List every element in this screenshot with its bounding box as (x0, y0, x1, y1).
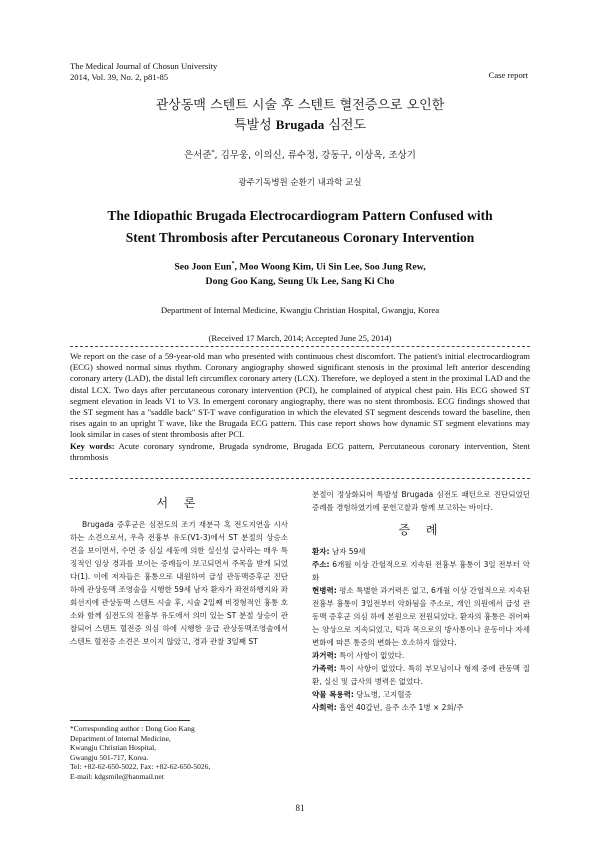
page-number: 81 (295, 803, 305, 813)
abstract (70, 351, 530, 463)
article-type: Case report (488, 70, 528, 80)
english-affiliation: Department of Internal Medicine, Kwangju Christian Hospital, Gwangju, Korea (160, 305, 440, 315)
intro-continuation: 분절이 정상화되어 특발성 Brugada 심전도 패턴으로 진단되었던 증례를 경험하였기에 문헌고찰과 함께 보고하는 바이다. (312, 490, 530, 512)
received-dates: (Received 17 March, 2014; Accepted June 25, 2014) (208, 333, 392, 343)
case-item (312, 662, 530, 688)
english-coauthors: , Moo Woong Kim, Ui Sin Lee, Soo Jung Rew, (234, 261, 426, 273)
case-item-label: 가족력: (312, 664, 337, 673)
case-item-text: 평소 특별한 과거력은 없고, 6개월 이상 간헐적으로 지속된 전흉부 흉통이 3일전부터 악화됨을 주소로, 개인 의원에서 급성 관동맥 증후군 의심 하에 본원으로 전원되었다. 환자의 흉통은 쥐어짜는 양상으로 지속되었고, 턱과 목으로의 방사통이나 운동이나 자세변화에 따른 통증의 변화는 호소하지 않았다. (312, 586, 530, 647)
abstract-text: We report on the case of a 59-year-old man who presented with continuous chest discomfort. The patient's initial electrocardiogram (ECG) showed normal sinus rhythm. Coronary angiography showed significant stenosis in the proximal left anterior descending coronary artery (LAD), the distal left circumflex coronary artery (LCX). Therefore, we deployed a stent in the proximal LAD and the distal LCX. Two days after percutaneous coronary intervention (PCI), he complained of atypical chest pain. His ECG showed ST segment elevation in leads V1 to V3. In emergent coronary angiography, there was no stent thrombosis. ECG findings showed that the ST segment has a "saddle back" ST-T wave configuration in which the elevated ST segment descends toward the baseline, then rises again to an upright T wave, like the Brugada ECG pattern. This case report shows how dynamic ST segment elevations may look similar in cases of stent thrombosis after PCI. (70, 351, 530, 440)
korean-title-part: 특발성 (233, 118, 276, 133)
footnote-line: Department of Internal Medicine, (70, 733, 171, 743)
korean-title-line2 (0, 115, 600, 135)
intro-paragraph: Brugada 증후군은 심전도의 조기 재분극 혹 전도지연을 시사하는 소견으로서, 우측 전흉부 유도(V1-3)에서 ST 분절의 상승소견을 보이면서, 수면 중 심실 세동에 의한 실신성 급사라는 매우 특징적인 임상 경과를 보이는 증례들이 보고되면서 주목을 받게 되었다(1). 이에 저자들은 흉통으로 내원하여 급성 관동맥증후군 진단하에 관상동맥 조영술을 시행한 59세 남자 환자가 좌전하행지와 좌회선지에 관상동맥 스텐트 시술 후, 시술 2일째 비정형적인 흉통 호소와 함께 심전도의 전흉부 유도에서 의미 있는 ST 분절 상승이 관찰되어 스텐트 혈전증 의심 하에 시행한 응급 관상동맥조영술에서 스텐트 혈전증 소견은 보이지 않았고, 경과 관찰 3일째 ST (70, 520, 288, 646)
case-item-label: 주소: (312, 560, 330, 569)
keywords-label: Key words: (70, 440, 115, 451)
case-item (312, 545, 530, 558)
journal-citation: 2014, Vol. 39, No. 2, p81-85 (70, 72, 169, 82)
corresponding-footnote (70, 724, 210, 782)
footnote-line: *Corresponding author : Dong Goo Kang (70, 724, 195, 733)
abstract-bottom-rule (70, 478, 530, 479)
left-column (70, 497, 288, 648)
case-item (312, 584, 530, 649)
abstract-top-rule (70, 346, 530, 347)
case-item (312, 649, 530, 662)
case-item-label: 환자: (312, 547, 330, 556)
korean-authors (0, 147, 600, 161)
corresponding-mark: * (231, 261, 235, 267)
case-item-label: 현병력: (312, 586, 337, 595)
english-authors (0, 257, 600, 289)
case-item-text: 특이 사항이 없었다. (336, 651, 405, 660)
english-title (0, 205, 600, 249)
case-items (312, 545, 530, 714)
case-item-text: 특이 사항이 없었다. 특히 부모님이나 형제 중에 관동맥 질환, 실신 및 급사의 병력은 없었다. (312, 664, 530, 686)
footnote-line: Tel: +82-62-650-5022, Fax: +82-62-650-5026, (70, 762, 211, 772)
footnote-line: Kwangju Christian Hospital, (70, 743, 157, 753)
journal-name: The Medical Journal of Chosun University (70, 61, 218, 71)
case-item-label: 과거력: (312, 651, 337, 660)
case-item-text: 흡연 40갑년, 음주 소주 1병 × 2회/주 (336, 703, 464, 712)
korean-coauthors: , 김무웅, 이의신, 류수정, 강동구, 이상옥, 조상기 (214, 150, 416, 161)
footnote-rule (70, 720, 190, 721)
korean-title (0, 96, 600, 135)
keywords-text: Acute coronary syndrome, Brugada syndrome, Brugada ECG pattern, Percutaneous coronary intervention, Stent thrombosis (70, 440, 530, 462)
intro-heading: 서 론 (156, 496, 202, 510)
case-item (312, 688, 530, 701)
english-first-author: Seo Joon Eun (174, 261, 232, 273)
english-authors-line1 (0, 257, 600, 274)
keywords (70, 441, 530, 463)
journal-header (70, 61, 217, 83)
case-item-text: 당뇨병, 고지혈증 (353, 690, 412, 699)
korean-title-part: 심전도 (324, 118, 367, 133)
korean-affiliation: 광주기독병원 순환기 내과학 교실 (238, 178, 362, 188)
english-title-line1: The Idiopathic Brugada Electrocardiogram Pattern Confused with (107, 208, 493, 223)
case-item-text: 남자 59세 (329, 547, 366, 556)
case-item-text: 6개월 이상 간헐적으로 지속된 전흉부 흉통이 3일 전부터 악화 (312, 560, 530, 582)
right-column (312, 488, 530, 714)
case-item (312, 701, 530, 714)
corresponding-mark: * (211, 148, 215, 156)
case-heading: 증 례 (398, 523, 444, 537)
english-authors-line2: Dong Goo Kang, Seung Uk Lee, Sang Ki Cho (205, 276, 395, 288)
case-item-label: 사회력: (312, 703, 337, 712)
footnote-line: E-mail: kdgsmile@hanmail.net (70, 771, 164, 781)
footnote-line: Gwangju 501-717, Korea. (70, 752, 149, 762)
english-title-line2: Stent Thrombosis after Percutaneous Coronary Intervention (125, 230, 475, 245)
korean-title-line1: 관상동맥 스텐트 시술 후 스텐트 혈전증으로 오인한 (155, 98, 445, 113)
case-item (312, 558, 530, 584)
case-item-label: 약물 복용력: (312, 690, 354, 699)
korean-first-author: 은서준 (184, 150, 212, 161)
korean-title-brugada: Brugada (275, 117, 325, 132)
